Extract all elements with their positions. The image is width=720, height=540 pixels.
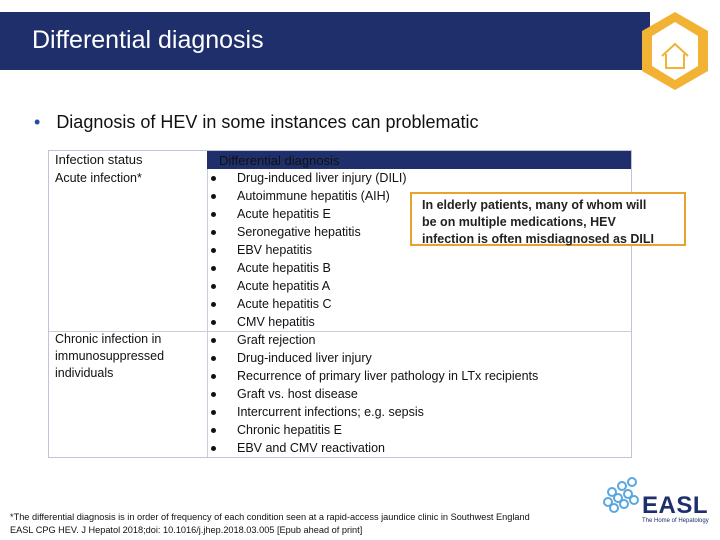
bullet-icon: [211, 212, 216, 217]
easl-logo: [600, 474, 712, 530]
list-item: Acute hepatitis B: [207, 259, 631, 277]
footnote-citation: EASL CPG HEV. J Hepatol 2018;doi: 10.1016/j.jhep.2018.03.005 [Epub ahead of print]: [10, 525, 363, 535]
bullet-icon: [211, 230, 216, 235]
list-item: CMV hepatitis: [207, 313, 631, 331]
slide-header: [0, 0, 720, 100]
footnote: [10, 511, 530, 537]
list-item: Acute hepatitis C: [207, 295, 631, 313]
bullet-icon: [211, 194, 216, 199]
logo-mark-icon: [600, 474, 644, 530]
bullet-icon: [211, 302, 216, 307]
list-item: Graft vs. host disease: [207, 385, 631, 403]
list-item: Seronegative hepatitis: [207, 223, 631, 241]
status-acute: Acute infection*: [55, 171, 142, 185]
bullet-icon: •: [34, 112, 41, 132]
callout-line: be on multiple medications, HEV: [422, 215, 616, 229]
list-item: Drug-induced liver injury (DILI): [207, 169, 631, 187]
bullet-icon: [211, 374, 216, 379]
bullet-icon: [211, 446, 216, 451]
bullet-icon: [211, 176, 216, 181]
list-item: EBV and CMV reactivation: [207, 439, 631, 457]
list-item: Intercurrent infections; e.g. sepsis: [207, 403, 631, 421]
footnote-line: *The differential diagnosis is in order of frequency of each condition seen at a rapid-access jaundice clinic in Southwest England: [10, 512, 530, 522]
bullet-icon: [211, 248, 216, 253]
bullet-icon: [211, 428, 216, 433]
slide-title: Differential diagnosis: [32, 26, 264, 54]
bullet-icon: [211, 284, 216, 289]
home-icon[interactable]: [638, 8, 712, 94]
list-item: EBV hepatitis: [207, 241, 631, 259]
main-bullet: [34, 112, 479, 133]
table-header-diagnosis-label: Differential diagnosis: [219, 153, 340, 168]
list-item: Acute hepatitis E: [207, 205, 631, 223]
bullet-icon: [211, 320, 216, 325]
list-item: Autoimmune hepatitis (AIH): [207, 187, 631, 205]
bullet-icon: [211, 356, 216, 361]
callout-line: In elderly patients, many of whom will: [422, 198, 647, 212]
list-item: Graft rejection: [207, 331, 631, 349]
callout-box: [410, 192, 686, 246]
bullet-icon: [211, 266, 216, 271]
bullet-icon: [211, 392, 216, 397]
logo-text: EASL: [642, 492, 709, 519]
logo-tagline: The Home of Hepatology: [642, 518, 709, 524]
bullet-icon: [211, 410, 216, 415]
list-item: Recurrence of primary liver pathology in LTx recipients: [207, 367, 631, 385]
list-item: Chronic hepatitis E: [207, 421, 631, 439]
callout-line: infection is often misdiagnosed as DILI: [422, 232, 654, 246]
main-bullet-text: Diagnosis of HEV in some instances can problematic: [56, 112, 479, 132]
list-item: Acute hepatitis A: [207, 277, 631, 295]
bullet-icon: [211, 338, 216, 343]
list-item: Drug-induced liver injury: [207, 349, 631, 367]
table-header-status-label: Infection status: [55, 152, 143, 167]
status-chronic: Chronic infection in immunosuppressed individuals: [55, 332, 165, 380]
